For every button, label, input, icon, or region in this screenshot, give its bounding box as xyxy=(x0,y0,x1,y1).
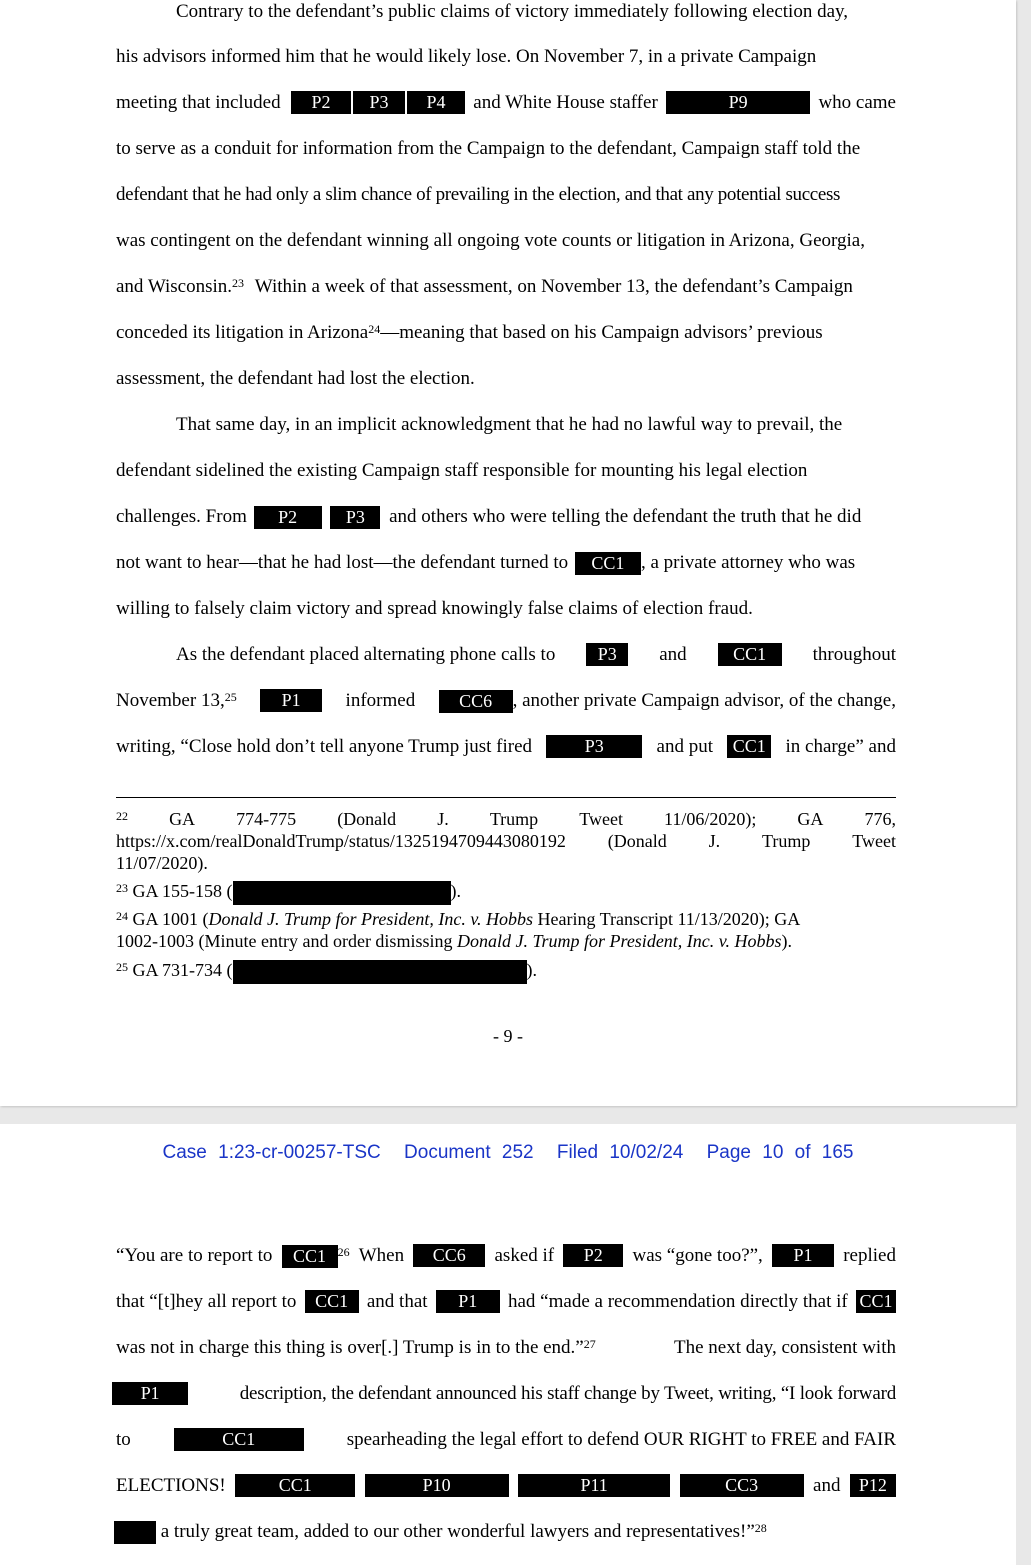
footnote-ref: 25 xyxy=(224,690,237,704)
document-number: Document 252 xyxy=(404,1142,534,1163)
paragraph-line: “You are to report to CC1 $^{26}$ When CC6 asked if P2 was “gone too?”, P1 replied xyxy=(116,1245,896,1267)
paragraph-line: defendant that he had only a slim chance of prevailing in the election, and that any potential success xyxy=(116,184,841,205)
footnote-23: $^{23}$ GA 155-158 ( ). xyxy=(116,880,896,905)
paragraph-line: willing to falsely claim victory and spread knowingly false claims of election fraud. xyxy=(116,598,753,619)
page-count: Page 10 of 165 xyxy=(706,1142,854,1163)
paragraph-line: to serve as a conduit for information from the Campaign to the defendant, Campaign staff told the xyxy=(116,138,861,159)
redaction-box: CC6 xyxy=(413,1244,485,1267)
footnote-24-line2: 1002-1003 (Minute entry and order dismissing Donald J. Trump for President, Inc. v. Hobbs). xyxy=(116,931,792,951)
paragraph-line: challenges. From P2 P3 and others who were telling the defendant the truth that he did xyxy=(116,506,862,528)
redaction-box: CC1 xyxy=(282,1245,338,1268)
paragraph-line: his advisors informed him that he would likely lose. On November 7, in a private Campaign xyxy=(116,46,817,67)
paragraph-line: That same day, in an implicit acknowledgment that he had no lawful way to prevail, the xyxy=(176,414,843,435)
footnote-ref: 23 xyxy=(232,276,245,290)
redaction-box: CC1 xyxy=(575,552,641,575)
redaction-box: CC3 xyxy=(680,1474,804,1497)
redaction-box: CC1 xyxy=(174,1428,304,1451)
redaction-box: P4 xyxy=(407,91,465,114)
redaction-box: P3 xyxy=(586,643,628,666)
redaction-box xyxy=(233,881,451,905)
footnote-ref: 24 xyxy=(368,322,381,336)
paragraph-line: to CC1 spearheading the legal effort to defend OUR RIGHT to FREE and FAIR xyxy=(116,1429,896,1450)
case-number: Case 1:23-cr-00257-TSC xyxy=(162,1142,381,1163)
paragraph-line: defendant sidelined the existing Campaign staff responsible for mounting his legal election xyxy=(116,460,808,481)
paragraph-line: Contrary to the defendant’s public claims of victory immediately following election day, xyxy=(176,1,849,22)
footnote-separator xyxy=(116,797,896,798)
footnote-24: $^{24}$ GA 1001 (Donald J. Trump for President, Inc. v. Hobbs Hearing Transcript 11/13/2020); GA xyxy=(116,909,801,929)
redaction-box: P1 xyxy=(772,1244,834,1267)
footnote-22: $^{22}$ GA 774-775 (Donald J. Trump Tweet 11/06/2020); GA 776, xyxy=(116,809,896,829)
footnote-ref: 28 xyxy=(754,1521,767,1535)
redaction-box: CC1 xyxy=(235,1474,355,1497)
paragraph-line: not want to hear—that he had lost—the defendant turned to CC1 , a private attorney who was xyxy=(116,552,856,574)
redaction-box xyxy=(233,960,527,984)
redaction-box: CC1 xyxy=(305,1290,359,1313)
footnote-25: $^{25}$ GA 731-734 ( ). xyxy=(116,959,896,984)
redaction-box: P1 xyxy=(436,1290,500,1313)
paragraph-line: P1 description, the defendant announced his staff change by Tweet, writing, “I look forward xyxy=(116,1382,896,1406)
redaction-box: P3 xyxy=(330,506,380,529)
redaction-box: P9 xyxy=(666,91,810,114)
paragraph-line: As the defendant placed alternating phone calls to P3 and CC1 throughout xyxy=(176,644,896,665)
redaction-box: P2 xyxy=(563,1244,623,1267)
redaction-box: P10 xyxy=(365,1474,509,1497)
paragraph-line: meeting that included P2 P3 P4 and White House staffer P9 who came xyxy=(116,92,896,113)
footnote-22-line3: 11/07/2020). xyxy=(116,853,208,873)
redaction-box: P2 xyxy=(254,506,322,529)
redaction-box: P12 xyxy=(850,1474,896,1497)
footnote-ref: 27 xyxy=(583,1337,596,1351)
redaction-box: CC1 xyxy=(727,735,771,758)
paragraph-line: writing, “Close hold don’t tell anyone Trump just fired P3 and put CC1 in charge” and xyxy=(116,736,896,757)
redaction-box: P3 xyxy=(353,91,405,114)
page-number: - 9 - xyxy=(493,1026,523,1046)
redaction-box xyxy=(114,1521,156,1544)
paragraph-line: was contingent on the defendant winning all ongoing vote counts or litigation in Arizona, Georgia, xyxy=(116,230,865,251)
paragraph-line: was not in charge this thing is over[.] Trump is in to the end.”$^{27}$ The next day, consistent with xyxy=(116,1337,896,1358)
redaction-box: P1 xyxy=(260,689,322,712)
redaction-box: CC1 xyxy=(856,1290,896,1313)
footnote-ref: 26 xyxy=(337,1245,350,1259)
paragraph-line: that “[t]hey all report to CC1 and that P1 had “made a recommendation directly that if CC1 xyxy=(116,1290,896,1314)
paragraph-line: assessment, the defendant had lost the election. xyxy=(116,368,475,389)
redaction-box: CC6 xyxy=(439,690,513,713)
paragraph-line: ELECTIONS! CC1 P10 P11 CC3 and P12 xyxy=(116,1474,896,1498)
paragraph-line: and Wisconsin.$^{23}$ Within a week of that assessment, on November 13, the defendant’s Campaign xyxy=(116,276,853,297)
paragraph-line: conceded its litigation in Arizona$^{24}$—meaning that based on his Campaign advisors’ previous xyxy=(116,322,823,343)
case-header xyxy=(0,1142,1016,1164)
redaction-box: P3 xyxy=(546,735,642,758)
footnote-22-line2: https://x.com/realDonaldTrump/status/1325194709443080192 (Donald J. Trump Tweet xyxy=(116,831,896,851)
redaction-box: CC1 xyxy=(718,643,782,666)
paragraph-line: a truly great team, added to our other wonderful lawyers and representatives!”$^{28}$ xyxy=(116,1520,896,1544)
redaction-box: P1 xyxy=(112,1382,188,1405)
paragraph-line: November 13,25 P1 informed CC6 , another private Campaign advisor, of the change, xyxy=(116,690,896,712)
redaction-box: P2 xyxy=(291,91,351,114)
filed-date: Filed 10/02/24 xyxy=(556,1142,684,1163)
redaction-box: P11 xyxy=(518,1474,670,1497)
